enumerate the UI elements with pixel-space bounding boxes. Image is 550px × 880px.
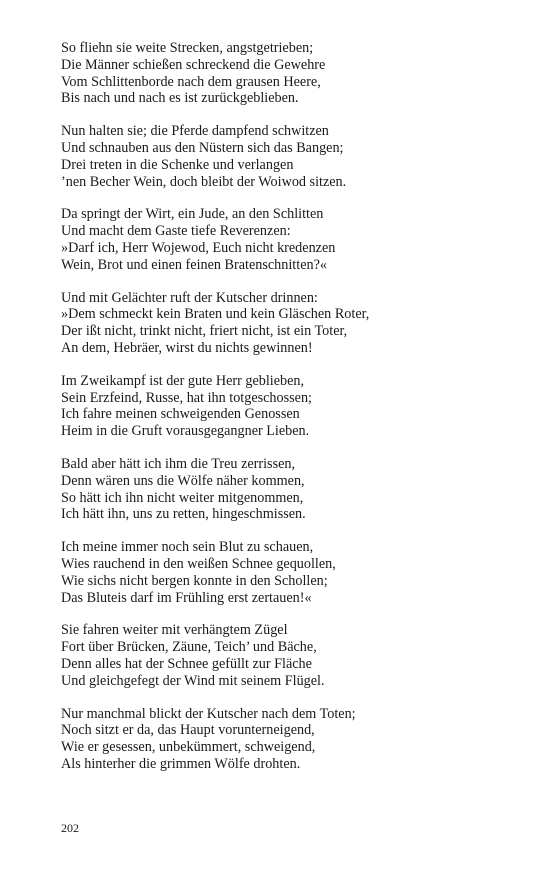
- poem-line: Drei treten in die Schenke und verlangen: [61, 156, 294, 173]
- poem-line: Der ißt nicht, trinkt nicht, friert nicht, ist ein Toter,: [61, 323, 348, 340]
- poem-line: Und gleichgefegt der Wind mit seinem Flügel.: [61, 672, 325, 689]
- poem-line: Als hinterher die grimmen Wölfe drohten.: [61, 755, 301, 772]
- poem-line: So fliehn sie weite Strecken, angstgetrieben;: [61, 40, 314, 56]
- poem-line: Das Bluteis darf im Frühling erst zertauen!«: [61, 589, 312, 606]
- page-number: 202: [61, 821, 79, 835]
- poem-line: Bis nach und nach es ist zurückgeblieben.: [61, 90, 299, 107]
- stanza-7: [61, 539, 521, 606]
- stanza-2: [61, 123, 521, 190]
- stanza-4: [61, 290, 521, 357]
- stanza-5: [61, 373, 521, 440]
- poem-line: »Dem schmeckt kein Braten und kein Gläschen Roter,: [61, 306, 370, 323]
- poem-line: Die Männer schießen schreckend die Gewehre: [61, 56, 326, 73]
- poem-line: Denn alles hat der Schnee gefüllt zur Fläche: [61, 655, 312, 672]
- stanza-6: [61, 456, 521, 523]
- poem-line: Sein Erzfeind, Russe, hat ihn totgeschossen;: [61, 389, 312, 406]
- poem-line: Ich meine immer noch sein Blut zu schauen,: [61, 539, 314, 556]
- poem-line: ’nen Becher Wein, doch bleibt der Woiwod sitzen.: [61, 173, 347, 190]
- stanza-8: [61, 622, 521, 689]
- poem-line: Und schnauben aus den Nüstern sich das Bangen;: [61, 139, 344, 156]
- stanza-3: [61, 206, 521, 273]
- poem-line: So hätt ich ihn nicht weiter mitgenommen,: [61, 489, 304, 506]
- poem-line: Und mit Gelächter ruft der Kutscher drinnen:: [61, 289, 318, 306]
- stanza-9: [61, 706, 521, 773]
- poem-line: Sie fahren weiter mit verhängtem Zügel: [61, 622, 288, 639]
- poem-line: Da springt der Wirt, ein Jude, an den Schlitten: [61, 206, 324, 223]
- poem-text: [61, 40, 521, 789]
- stanza-1: [61, 40, 521, 107]
- poem-line: Nur manchmal blickt der Kutscher nach dem Toten;: [61, 705, 356, 722]
- poem-line: Fort über Brücken, Zäune, Teich’ und Bäche,: [61, 639, 317, 656]
- poem-line: Und macht dem Gaste tiefe Reverenzen:: [61, 223, 291, 240]
- poem-line: Ich fahre meinen schweigenden Genossen: [61, 406, 300, 423]
- poem-line: »Darf ich, Herr Wojewod, Euch nicht kredenzen: [61, 239, 336, 256]
- poem-line: Denn wären uns die Wölfe näher kommen,: [61, 472, 305, 489]
- poem-line: Wie er gesessen, unbekümmert, schweigend,: [61, 739, 316, 756]
- poem-line: Vom Schlittenborde nach dem grausen Heere,: [61, 73, 321, 90]
- poem-line: Wies rauchend in den weißen Schnee gequollen,: [61, 555, 336, 572]
- poem-line: Ich hätt ihn, uns zu retten, hingeschmissen.: [61, 506, 306, 523]
- poem-line: Noch sitzt er da, das Haupt vorunterneigend,: [61, 722, 315, 739]
- poem-line: Nun halten sie; die Pferde dampfend schwitzen: [61, 123, 329, 140]
- poem-line: Heim in die Gruft vorausgegangner Lieben.: [61, 423, 310, 440]
- poem-line: Bald aber hätt ich ihm die Treu zerrissen,: [61, 455, 296, 472]
- poem-line: Wein, Brot und einen feinen Bratenschnitten?«: [61, 256, 327, 273]
- poem-line: An dem, Hebräer, wirst du nichts gewinnen!: [61, 339, 313, 356]
- poem-line: Wie sichs nicht bergen konnte in den Schollen;: [61, 572, 328, 589]
- poem-line: Im Zweikampf ist der gute Herr geblieben,: [61, 372, 305, 389]
